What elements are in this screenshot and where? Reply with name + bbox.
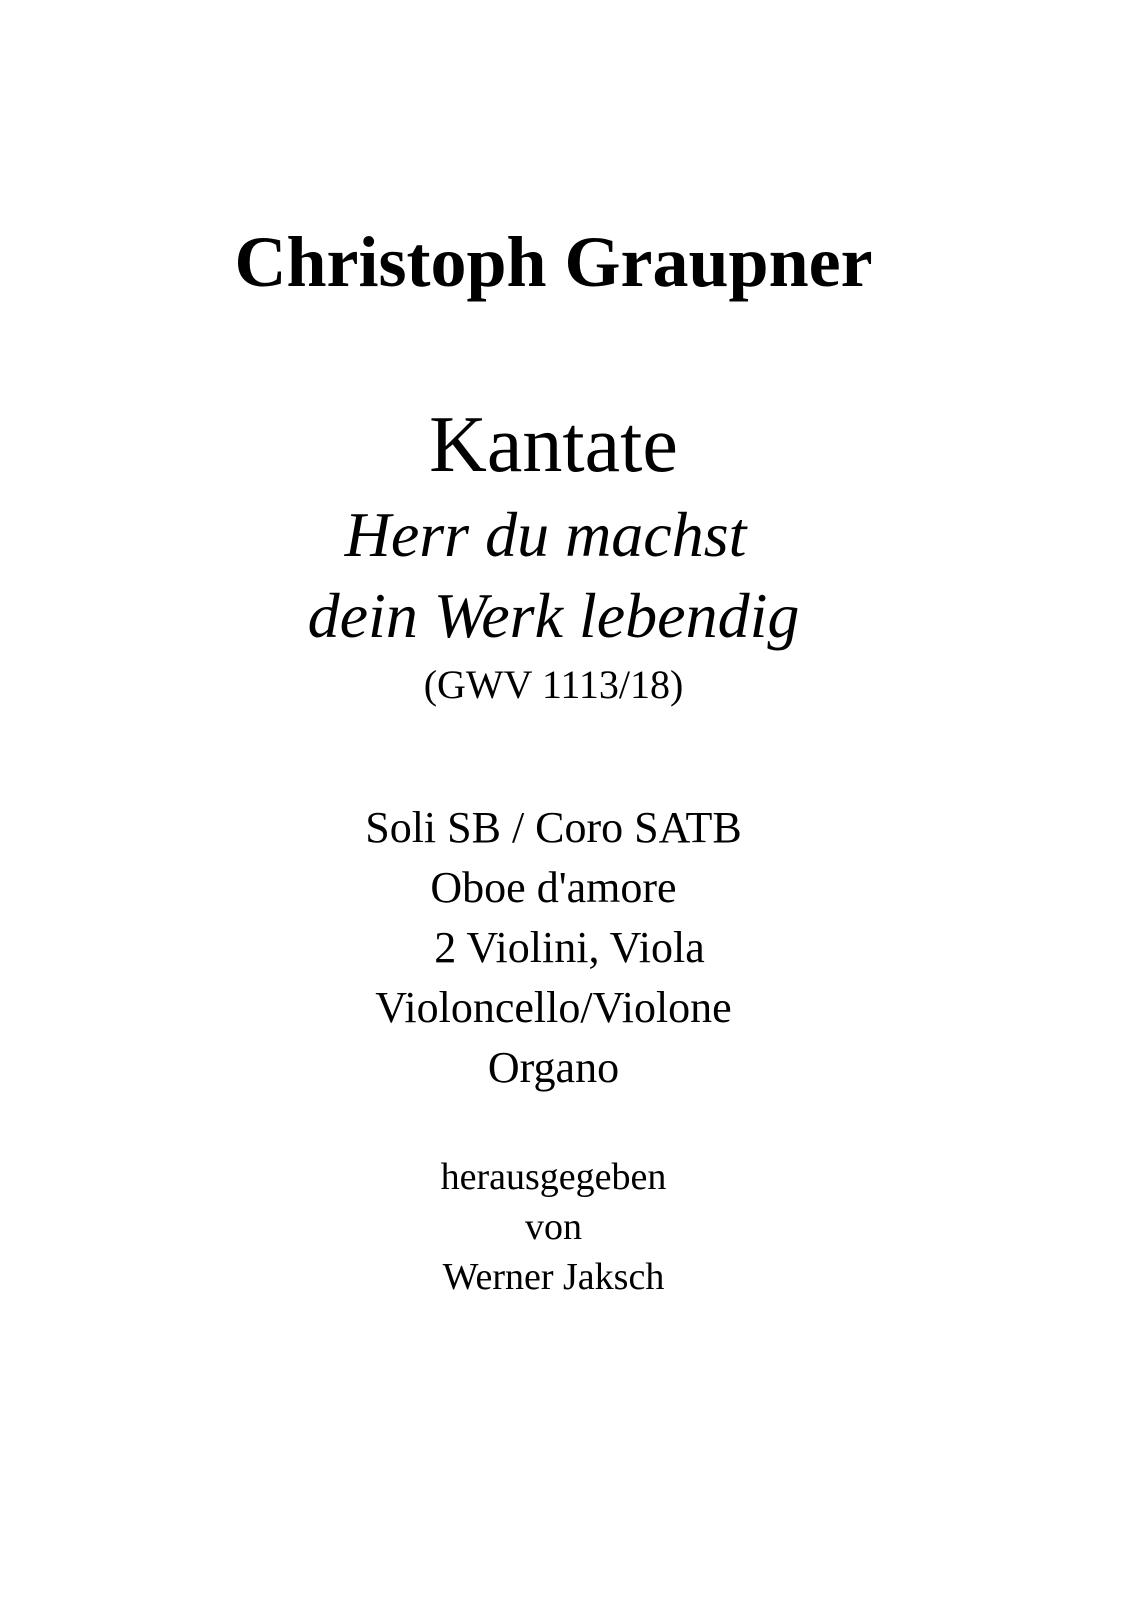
instrumentation-line: Violoncello/Violone [375,983,732,1032]
composer-name: Christoph Graupner [234,222,873,302]
work-title-line-1: Herr du machst [344,499,747,570]
instrumentation-line: Soli SB / Coro SATB [365,803,742,852]
work-genre: Kantate [429,401,678,489]
instrumentation-line: Organo [487,1043,620,1092]
instrumentation-line: Oboe d'amore [430,863,677,912]
work-title-line-2: dein Werk lebendig [307,580,800,651]
editor-label: herausgegeben [440,1156,667,1198]
editor-name: Werner Jaksch [442,1256,665,1298]
instrumentation-line: 2 Violini, Viola [434,923,705,972]
editor-preposition: von [525,1206,582,1248]
catalog-number: (GWV 1113/18) [423,662,684,707]
